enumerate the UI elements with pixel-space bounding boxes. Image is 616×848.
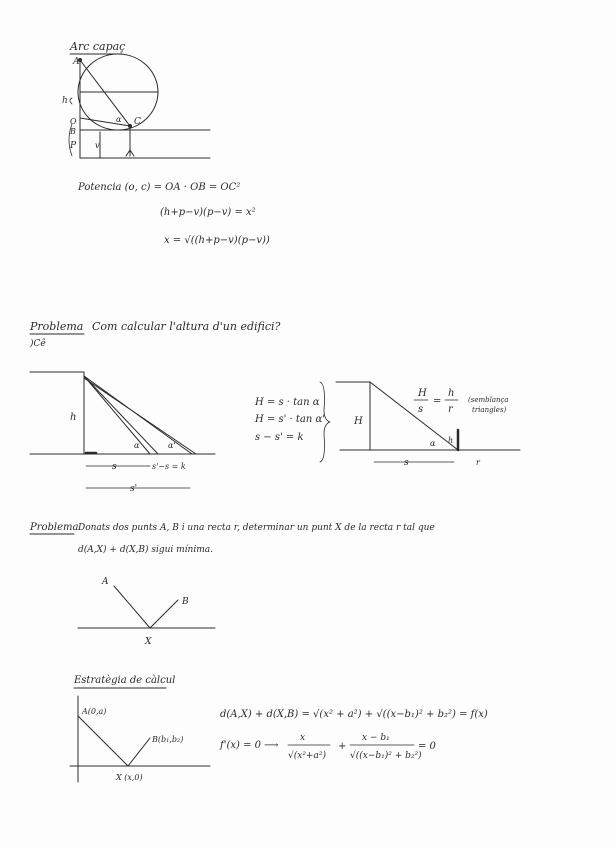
- problem2-text-1: Donats dos punts A, B i una recta r, determinar un punt X de la recta r tal que: [78, 523, 435, 533]
- ratio-den-right: r: [448, 404, 453, 415]
- fig2-sightline: [370, 382, 458, 450]
- fig1-label-h: h: [70, 412, 77, 423]
- fig3-label-b: B: [182, 597, 189, 607]
- strategy-eq-2-lhs: f'(x) = 0 ⟶: [220, 740, 279, 751]
- fig2-label-r: r: [476, 458, 480, 467]
- arc-line-b-c: [80, 118, 130, 126]
- strategy-eq-2-rhs: = 0: [418, 741, 436, 752]
- fig1-eq-2: H = s' · tan α': [255, 414, 325, 425]
- arc-label-alpha: α: [116, 115, 122, 124]
- fig4-label-x: X (x,0): [116, 773, 143, 782]
- fig1-label-alpha: α: [134, 441, 140, 450]
- potencia-equations: [77, 182, 270, 246]
- strategy-plus: +: [338, 741, 347, 752]
- fig4-line-x-b: [128, 738, 150, 766]
- fig1-eq-3: s − s' = k: [255, 432, 304, 443]
- strategy-eq-1: d(A,X) + d(X,B) = √(x² + a²) + √((x−b₁)² + b₂²) = f(x): [220, 709, 488, 720]
- fig1-label-alpha2: α': [168, 441, 176, 450]
- arc-brace-h: [70, 98, 72, 104]
- frac2-den: √((x−b₁)² + b₂²): [350, 751, 422, 761]
- arc-label-c: C: [134, 117, 141, 127]
- fig1-label-s: s: [112, 462, 117, 472]
- strategy-section: [70, 675, 488, 782]
- potencia-line-2: (h+p−v)(p−v) = x²: [160, 207, 256, 218]
- problem2-text-2: d(A,X) + d(X,B) sigui mínima.: [78, 545, 213, 555]
- arc-title: Arc capaç: [70, 40, 126, 53]
- fig3-line-x-b: [150, 600, 178, 628]
- fig1-label-s2: s': [130, 484, 138, 494]
- potencia-line-1: Potencia (o, c) = OA · OB = OC²: [78, 182, 241, 193]
- frac1-den: √(x²+a²): [288, 751, 326, 761]
- problem-building-height: [29, 320, 520, 494]
- problem-min-distance: [29, 522, 435, 647]
- fig1-sightline-2: [84, 376, 158, 454]
- fig1-sightline-1: [84, 376, 150, 454]
- problem1-sub: )Cê: [30, 339, 46, 349]
- arc-label-b: B: [70, 127, 76, 136]
- frac1-num: x: [300, 733, 306, 743]
- ratio-note-2: triangles): [472, 406, 507, 414]
- arc-label-v: v: [95, 141, 100, 150]
- frac2-num: x − b₁: [362, 733, 390, 743]
- ratio-num-right: h: [448, 388, 455, 399]
- fig4-label-a: A(0,a): [82, 707, 107, 716]
- fig2-label-H: H: [354, 416, 363, 427]
- strategy-title: Estratègia de càlcul: [74, 675, 176, 686]
- potencia-line-3: x = √((h+p−v)(p−v)): [164, 235, 270, 246]
- ratio-equals: =: [433, 396, 442, 407]
- fig3-line-a-x: [114, 586, 150, 628]
- arc-label-h: h: [62, 96, 68, 106]
- ratio-num-left: H: [418, 388, 427, 399]
- fig2-label-h: h: [448, 436, 454, 445]
- fig4-line-a-x: [78, 716, 128, 766]
- fig4-label-b: B(b₁,b₂): [152, 735, 184, 744]
- fig3-label-a: A: [102, 577, 109, 587]
- fig2-label-alpha: α: [430, 439, 436, 448]
- problem1-question: Com calcular l'altura d'un edifici?: [92, 320, 281, 333]
- fig1-label-s-diff: s'−s = k: [152, 462, 186, 471]
- problem2-title: Problema: [30, 522, 79, 533]
- problem1-title: Problema: [30, 320, 84, 333]
- arc-label-a: A: [73, 57, 80, 67]
- arc-label-p: P: [70, 141, 77, 151]
- arc-label-o: O: [70, 117, 77, 126]
- fig3-label-x: X: [145, 637, 152, 647]
- ratio-den-left: s: [418, 404, 424, 415]
- arc-capac-figure: [62, 40, 210, 158]
- fig2-label-s: s: [404, 458, 409, 468]
- fig1-eq-1: H = s · tan α: [255, 397, 320, 408]
- ratio-note-1: (semblança: [468, 396, 509, 404]
- arc-point-c: [128, 124, 132, 128]
